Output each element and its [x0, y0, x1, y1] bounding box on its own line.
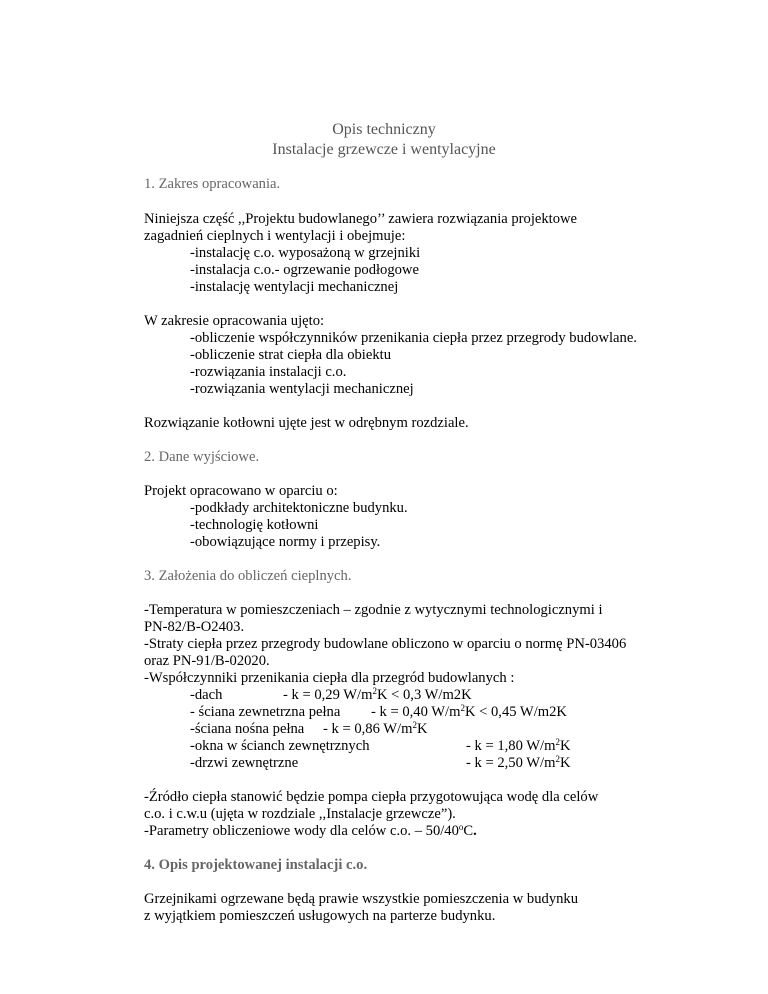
scope-item: -instalację c.o. wyposażoną w grzejniki	[190, 245, 421, 261]
coef-wall-label: - ściana zewnetrzna pełna	[190, 704, 341, 720]
document-subtitle: Instalacje grzewcze i wentylacyjne	[272, 141, 496, 158]
coef-roof-value: - k = 0,29 $W/m^2K < 0,3$ W/m2K	[283, 686, 472, 703]
section-4-line-1: Grzejnikami ogrzewane będą prawie wszystkie pomieszczenia w budynku	[144, 891, 579, 907]
included-item: -rozwiązania wentylacji mechanicznej	[190, 381, 414, 397]
source-item: -podkłady architektoniczne budynku.	[190, 500, 408, 516]
coefficients-intro: -Współczynniki przenikania ciepła dla przegród budowlanych :	[144, 670, 515, 686]
heat-loss-line-2: oraz PN-91/B-02020.	[144, 653, 270, 669]
coef-roof-label: -dach	[190, 687, 223, 703]
source-item: -obowiązujące normy i przepisy.	[190, 534, 381, 550]
heat-source-line-2: c.o. i c.w.u (ujęta w rozdziale ,,Instalacje grzewcze”).	[144, 806, 456, 822]
boiler-note: Rozwiązanie kotłowni ujęte jest w odrębnym rozdziale.	[144, 415, 469, 431]
section-4-line-2: z wyjątkiem pomieszczeń usługowych na parterze budynku.	[144, 908, 496, 924]
section-4-heading: 4. Opis projektowanej instalacji c.o.	[144, 857, 368, 873]
section-2-heading: 2. Dane wyjściowe.	[144, 449, 260, 465]
temperature-line-1: -Temperatura w pomieszczeniach – zgodnie z wytycznymi technologicznymi i	[144, 602, 603, 618]
section-2-intro: Projekt opracowano w oparciu o:	[144, 483, 338, 499]
coef-windows-label: -okna w ścianch zewnętrznych	[190, 738, 370, 754]
coef-bearing-value: - k = 0,86 $W/m^2K$	[323, 720, 428, 737]
section-3-heading: 3. Założenia do obliczeń cieplnych.	[144, 568, 352, 584]
document-title: Opis techniczny	[332, 121, 436, 138]
water-parameters-line: -Parametry obliczeniowe wody dla celów c.o. – 50/40$^o$C.	[144, 822, 477, 839]
section-1-heading: 1. Zakres opracowania.	[144, 176, 281, 192]
scope-item: -instalacja c.o.- ogrzewanie podłogowe	[190, 262, 419, 278]
included-intro: W zakresie opracowania ujęto:	[144, 313, 325, 329]
heat-loss-line-1: -Straty ciepła przez przegrody budowlane obliczono w oparciu o normę PN-03406	[144, 636, 627, 652]
section-1-intro-line-2: zagadnień cieplnych i wentylacji i obejmuje:	[144, 228, 406, 244]
source-item: -technologię kotłowni	[190, 517, 319, 533]
coef-wall-value: - k = 0,40 $W/m^2K < 0,45$ W/m2K	[371, 703, 567, 720]
heat-source-line-1: -Źródło ciepła stanowić będzie pompa ciepła przygotowująca wodę dla celów	[144, 789, 599, 805]
temperature-line-2: PN-82/B-O2403.	[144, 619, 245, 635]
coef-doors-value: - k = 2,50 $W/m^2K$	[466, 754, 571, 771]
included-item: -obliczenie współczynników przenikania ciepła przez przegrody budowlane.	[190, 330, 637, 346]
coef-windows-value: - k = 1,80 $W/m^2K$	[466, 737, 571, 754]
section-1-intro-line-1: Niniejsza część ,,Projektu budowlanego’’ zawiera rozwiązania projektowe	[144, 211, 578, 227]
included-item: -obliczenie strat ciepła dla obiektu	[190, 347, 391, 363]
scope-item: -instalację wentylacji mechanicznej	[190, 279, 399, 295]
coef-bearing-label: -ściana nośna pełna	[190, 721, 305, 737]
coef-doors-label: -drzwi zewnętrzne	[190, 755, 299, 771]
included-item: -rozwiązania instalacji c.o.	[190, 364, 347, 380]
